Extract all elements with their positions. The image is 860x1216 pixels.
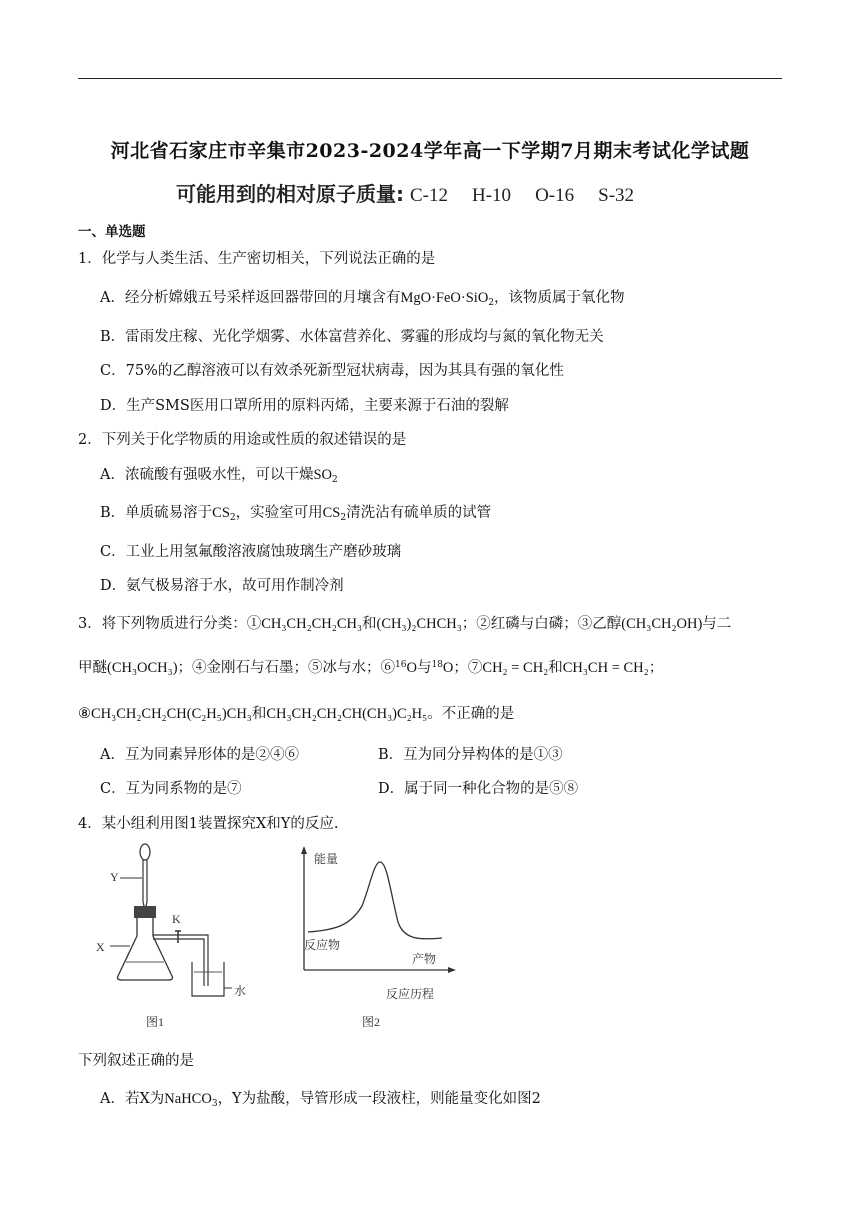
document-title: 河北省石家庄市辛集市2023-2024学年高一下学期7月期末考试化学试题	[110, 140, 750, 162]
q2-option-c: C．工业上用氢氟酸溶液腐蚀玻璃生产磨砂玻璃	[100, 544, 402, 560]
figure-1-apparatus	[96, 840, 260, 1040]
mass-o: O-16	[535, 185, 575, 206]
atomic-masses	[176, 178, 634, 207]
q4-after-text: 下列叙述正确的是	[78, 1053, 194, 1069]
q3-l2-mid: ；④金刚石与石墨；⑤冰与水；⑥	[177, 660, 396, 676]
q4-stem: 4．某小组利用图1装置探究X和Y的反应.	[78, 816, 339, 832]
q3-l1-formula2: (CH₃)₂CHCH₃	[376, 616, 462, 632]
q4-a-formula: NaHCO	[164, 1091, 212, 1107]
q3-l2-o1: O	[406, 660, 417, 676]
q3-l2-o2: O	[442, 660, 454, 676]
q3-l3-formula2: CH₃CH₂CH₂CH(CH₃)C₂H₅	[266, 706, 428, 722]
q1-a-sub: 2	[488, 298, 495, 308]
figure-2-caption: 图2	[362, 1015, 381, 1029]
q1-option-c: C．75%的乙醇溶液可以有效杀死新型冠状病毒，因为其具有强的氧化性	[100, 363, 564, 379]
q2-stem: 2．下列关于化学物质的用途或性质的叙述错误的是	[78, 432, 407, 448]
top-rule	[78, 78, 782, 79]
axis-energy-label: 能量	[314, 852, 339, 866]
figure-2-energy-diagram	[290, 840, 460, 1040]
q4-a-sub: 3	[211, 1099, 218, 1109]
q3-line-3	[78, 702, 514, 723]
q3-line-2	[78, 656, 663, 677]
q1-a-post: ，该物质属于氧化物	[494, 290, 625, 306]
q2-b-text: B．单质硫易溶于	[100, 505, 213, 521]
q1-option-b: B．雷雨发庄稼、光化学烟雾、水体富营养化、雾霾的形成均与氮的氧化物无关	[100, 329, 604, 345]
q2-option-d: D．氨气极易溶于水，故可用作制冷剂	[100, 578, 344, 594]
figure-1-caption: 图1	[146, 1015, 165, 1029]
product-label: 产物	[412, 952, 437, 966]
q2-b-formula2: CS	[322, 505, 341, 521]
q1-a-text: A．经分析嫦娥五号采样返回器带回的月壤含有	[100, 290, 401, 306]
q3-l1-post: 与二	[702, 616, 732, 632]
q2-a-sub: 2	[332, 475, 338, 485]
label-y: Y	[110, 870, 119, 884]
q3-l2-pre: 甲醚	[78, 660, 107, 676]
q3-option-c: C．互为同系物的是⑦	[100, 781, 242, 797]
q1-option-a	[100, 286, 625, 308]
q2-b-mid: ，实验室可用	[235, 505, 323, 521]
q3-l1-pre: 3．将下列物质进行分类：①	[78, 616, 262, 632]
atomic-masses-label: 可能用到的相对原子质量:	[176, 182, 404, 206]
axis-progress-label: 反应历程	[386, 987, 435, 1001]
q3-l3-and: 和	[251, 706, 267, 722]
q2-a-formula: SO	[313, 467, 333, 483]
q2-a-text: A．浓硫酸有强吸水性，可以干燥	[100, 467, 314, 483]
q3-l2-and: 和	[548, 660, 563, 676]
q3-l2-with: 与	[416, 660, 432, 676]
q3-l3-formula1: CH₃CH₂CH₂CH(C₂H₅)CH₃	[91, 706, 252, 722]
q3-l2-iso18: 18	[431, 660, 443, 670]
q2-option-b	[100, 501, 491, 523]
label-water: 水	[234, 984, 247, 998]
q3-l3-pre: ⑧	[78, 706, 91, 722]
q4-a-text: A．若X为	[100, 1091, 165, 1107]
q4-a-post: ，Y为盐酸，导管形成一段液柱，则能量变化如图2	[217, 1091, 541, 1107]
label-x: X	[96, 940, 105, 954]
section-heading: 一、单选题	[78, 224, 146, 240]
q3-option-b: B．互为同分异构体的是①③	[378, 747, 563, 763]
q2-b-formula: CS	[212, 505, 230, 521]
q2-option-a	[100, 463, 338, 485]
q1-stem: 1．化学与人类生活、生产密切相关，下列说法正确的是	[78, 251, 436, 267]
q3-l2-formula3: CH₃CH = CH₂	[562, 660, 649, 676]
reactant-label: 反应物	[304, 938, 341, 952]
q3-option-d: D．属于同一种化合物的是⑤⑧	[378, 781, 579, 797]
q3-l1-formula1: CH₃CH₂CH₂CH₃	[261, 616, 363, 632]
q1-a-formula: MgO·FeO·SiO	[400, 290, 489, 306]
q2-b-sub: 2	[229, 513, 236, 523]
mass-c: C-12	[410, 185, 448, 206]
q3-l2-formula1: (CH₃OCH₃)	[107, 660, 178, 676]
label-k: K	[172, 912, 181, 926]
mass-h: H-10	[472, 185, 512, 206]
mass-s: S-32	[598, 185, 635, 206]
q3-l2-mid2: ；⑦	[453, 660, 483, 676]
q1-option-d: D．生产SMS医用口罩所用的原料丙烯，主要来源于石油的裂解	[100, 398, 509, 414]
q3-l2-formula2: CH₂ = CH₂	[482, 660, 549, 676]
q3-l2-end: ；	[648, 660, 664, 676]
q4-option-a	[100, 1087, 541, 1109]
q3-l1-and: 和	[362, 616, 377, 632]
q3-l1-mid: ；②红磷与白磷；③乙醇	[461, 616, 622, 632]
q3-l2-iso16: 16	[395, 660, 407, 670]
q2-b-sub2: 2	[340, 513, 347, 523]
q2-b-post: 清洗沾有硫单质的试管	[346, 505, 492, 521]
q3-option-a: A．互为同素异形体的是②④⑥	[100, 747, 299, 763]
q3-l1-formula3: (CH₃CH₂OH)	[621, 616, 703, 632]
q3-line-1	[78, 612, 731, 633]
q3-l3-post: 。不正确的是	[427, 706, 515, 722]
